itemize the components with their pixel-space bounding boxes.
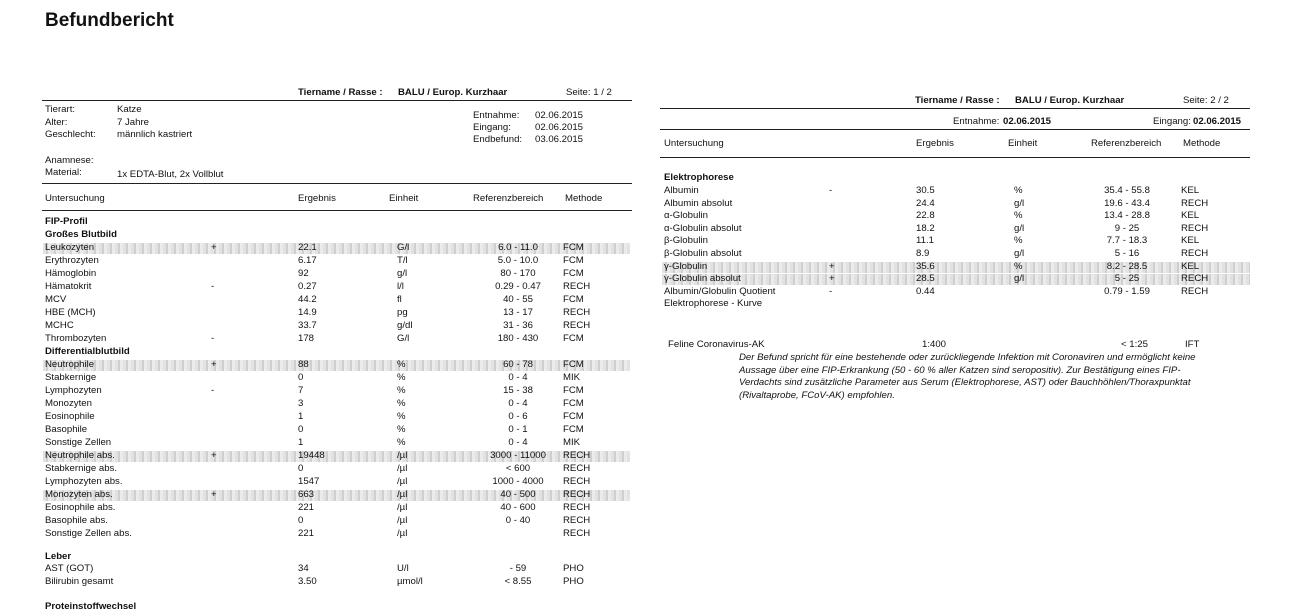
result-ref: 0 - 4 — [508, 398, 528, 409]
result-row — [0, 528, 1296, 541]
result-flag: - — [829, 285, 833, 297]
result-name: Monozyten abs. — [45, 489, 113, 500]
result-value: 0 — [298, 515, 304, 526]
right-eingang-label: Eingang: — [1153, 116, 1191, 127]
result-value: 3 — [298, 398, 304, 409]
result-method: FCM — [563, 294, 584, 305]
result-name: HBE (MCH) — [45, 307, 96, 318]
result-unit: g/dl — [397, 320, 413, 331]
result-unit: g/l — [1014, 222, 1025, 234]
result-value: 0 — [298, 424, 304, 435]
corona-row — [0, 339, 1296, 352]
result-method: RECH — [1181, 248, 1209, 259]
result-method: KEL — [1181, 210, 1200, 222]
result-value: 221 — [298, 502, 315, 513]
result-value: 35.6 — [916, 260, 935, 272]
result-ref: 7.7 - 18.3 — [1106, 235, 1148, 247]
result-name: Albumin — [664, 185, 699, 196]
result-unit: /µl — [397, 463, 408, 474]
result-name: Lymphozyten abs. — [45, 476, 123, 487]
result-value: 663 — [298, 489, 315, 500]
result-name: Basophile abs. — [45, 515, 108, 526]
result-unit: /µl — [397, 528, 408, 539]
result-unit: /µl — [397, 515, 408, 526]
result-flag: - — [211, 281, 215, 292]
result-method: RECH — [563, 476, 591, 487]
page-title: Befundbericht — [45, 10, 174, 31]
result-method: FCM — [563, 255, 584, 266]
result-ref: 5.0 - 10.0 — [497, 255, 539, 266]
result-ref: 0 - 1 — [508, 424, 528, 435]
result-unit: G/l — [397, 333, 410, 344]
result-unit: g/l — [1014, 248, 1025, 259]
corona-ref: < 1:25 — [1121, 339, 1148, 350]
result-unit: % — [1014, 235, 1023, 247]
patient-info-value: Katze — [117, 104, 142, 115]
result-value: 44.2 — [298, 294, 317, 305]
column-header: Ergebnis — [298, 193, 336, 204]
result-ref: 40 - 600 — [500, 502, 536, 513]
result-flag: + — [211, 450, 217, 461]
result-name: α-Globulin absolut — [664, 222, 742, 234]
result-name: Eosinophile — [45, 411, 95, 422]
column-header: Referenzbereich — [1091, 138, 1162, 149]
result-row — [0, 286, 1296, 299]
result-value: 34 — [298, 563, 309, 574]
result-value: 1547 — [298, 476, 320, 487]
result-value: 1 — [298, 411, 304, 422]
result-flag: + — [829, 273, 835, 285]
result-unit: % — [1014, 260, 1023, 272]
result-ref: 31 - 36 — [503, 320, 533, 331]
result-ref: 13 - 17 — [503, 307, 533, 318]
result-name: Neutrophile abs. — [45, 450, 115, 461]
section-title: Leber — [45, 551, 72, 562]
result-ref: 35.4 - 55.8 — [1104, 185, 1150, 196]
result-name: Albumin absolut — [664, 197, 733, 209]
result-row — [0, 424, 1296, 437]
right-dates-rule — [660, 129, 1250, 130]
result-name: γ-Globulin — [664, 260, 708, 272]
result-unit: l/l — [397, 281, 404, 292]
result-name: MCHC — [45, 320, 74, 331]
column-header: Methode — [1183, 138, 1221, 149]
result-value: 14.9 — [298, 307, 317, 318]
result-method: FCM — [563, 398, 584, 409]
corona-name: Feline Coronavirus-AK — [668, 339, 765, 350]
result-ref: 0.79 - 1.59 — [1104, 285, 1150, 297]
result-row — [0, 502, 1296, 515]
sample-date-value: 02.06.2015 — [535, 122, 584, 134]
result-value: 22.1 — [298, 242, 317, 253]
result-unit: fl — [397, 294, 402, 305]
result-row — [0, 515, 1296, 528]
column-header: Methode — [565, 193, 603, 204]
electrophoresis-title: Elektrophorese — [664, 172, 734, 183]
result-method: FCM — [563, 385, 584, 396]
result-unit: /µl — [397, 450, 408, 461]
result-unit: /µl — [397, 476, 408, 487]
result-unit: U/l — [397, 563, 409, 574]
patient-info-value: 7 Jahre — [117, 116, 149, 128]
result-value: 7 — [298, 385, 304, 396]
result-value: 0 — [298, 372, 304, 383]
result-unit: g/l — [1014, 273, 1025, 285]
column-header: Untersuchung — [664, 138, 724, 149]
column-header: Ergebnis — [916, 138, 954, 149]
result-ref: < 600 — [505, 463, 531, 474]
result-name: Erythrozyten — [45, 255, 99, 266]
material-label: Material: — [45, 167, 82, 178]
result-unit: µmol/l — [397, 576, 423, 587]
result-ref: - 59 — [509, 563, 527, 574]
patient-info-value: männlich kastriert — [117, 129, 193, 140]
column-header: Referenzbereich — [473, 193, 544, 204]
result-method: PHO — [563, 576, 584, 587]
result-method: RECH — [563, 463, 591, 474]
result-unit: /µl — [397, 502, 408, 513]
result-value: 3.50 — [298, 576, 317, 587]
corona-interpretation-note: Der Befund spricht für eine bestehende oder zurückliegende Infektion mit Coronaviren und ermöglicht keine Aussage über eine FIP-Erkrankung (50 - 60 % aller Katzen sind seropositiv). Zur Bestätigung eines FIP-Verdachts sind zusätzliche Parameter aus Serum (Elektrophorese, AST) oder Bauchhöhlen/Thoraxpunktat (Rivaltaprobe, FCoV-AK) empfohlen. — [739, 352, 1196, 401]
right-header-rule — [660, 108, 1250, 109]
result-unit: % — [397, 411, 406, 422]
result-name: Basophile — [45, 424, 88, 435]
result-method: RECH — [1181, 197, 1209, 209]
result-ref: 5 - 25 — [1114, 273, 1140, 285]
sample-date-value: 03.06.2015 — [535, 134, 584, 146]
result-value: 11.1 — [916, 235, 934, 247]
result-ref: 60 - 78 — [503, 359, 533, 370]
result-row — [0, 210, 1296, 223]
result-name: Thrombozyten — [45, 333, 107, 344]
result-name: γ-Globulin absolut — [664, 273, 741, 285]
result-value: 30.5 — [916, 185, 935, 196]
column-header: Untersuchung — [45, 193, 105, 204]
result-name: Stabkernige abs. — [45, 463, 117, 474]
result-unit: % — [397, 437, 406, 448]
result-method: RECH — [563, 502, 591, 513]
result-ref: 1000 - 4000 — [492, 476, 544, 487]
result-value: 33.7 — [298, 320, 317, 331]
patient-info-label: Alter: — [45, 116, 68, 128]
result-row — [0, 235, 1296, 248]
result-ref: 0 - 40 — [505, 515, 531, 526]
result-unit: % — [397, 385, 406, 396]
result-row — [0, 411, 1296, 424]
result-value: 178 — [298, 333, 315, 344]
result-value: 1 — [298, 437, 304, 448]
result-name: Bilirubin gesamt — [45, 576, 114, 587]
result-ref: 8.2 - 28.5 — [1106, 260, 1148, 272]
result-method: FCM — [563, 333, 584, 344]
result-method: FCM — [563, 242, 584, 253]
result-row — [0, 463, 1296, 476]
result-row — [0, 563, 1296, 576]
result-ref: 0 - 4 — [508, 437, 528, 448]
result-name: β-Globulin — [664, 235, 708, 247]
sample-date-label: Eingang: — [473, 122, 511, 134]
result-row — [0, 320, 1296, 333]
result-method: RECH — [563, 320, 591, 331]
result-name: Neutrophile — [45, 359, 95, 370]
result-method: RECH — [563, 281, 591, 292]
result-value: 0.44 — [916, 285, 935, 297]
result-value: 18.2 — [916, 222, 935, 234]
right-entnahme-label: Entnahme: — [953, 116, 1000, 127]
patient-info-label: Tierart: — [45, 104, 76, 115]
result-value: 0.27 — [298, 281, 317, 292]
result-ref: 6.0 - 11.0 — [498, 242, 538, 253]
result-flag: - — [211, 333, 215, 344]
result-ref: 19.6 - 43.4 — [1104, 197, 1150, 209]
result-method: FCM — [563, 424, 584, 435]
result-name: Lymphozyten — [45, 385, 102, 396]
result-row — [0, 248, 1296, 261]
result-ref: 0 - 4 — [508, 372, 528, 383]
result-ref: 13.4 - 28.8 — [1104, 210, 1150, 222]
result-name: AST (GOT) — [45, 563, 94, 574]
result-row — [0, 185, 1296, 198]
result-flag: + — [829, 260, 835, 272]
result-flag: + — [211, 359, 217, 370]
result-ref: 5 - 16 — [1114, 248, 1140, 259]
corona-value: 1:400 — [922, 339, 947, 350]
result-method: RECH — [563, 489, 591, 500]
column-header: Einheit — [1008, 138, 1038, 149]
material-value: 1x EDTA-Blut, 2x Vollblut — [117, 169, 224, 180]
right-animal-name: BALU / Europ. Kurzhaar — [1015, 95, 1125, 106]
result-flag: + — [211, 489, 217, 500]
result-method: FCM — [563, 359, 584, 370]
result-method: FCM — [563, 268, 584, 279]
right-page-number: Seite: 2 / 2 — [1183, 95, 1229, 106]
result-unit: % — [1014, 210, 1023, 222]
result-name: Hämatokrit — [45, 281, 92, 292]
result-row — [0, 261, 1296, 274]
result-value: 0 — [298, 463, 304, 474]
result-unit: % — [397, 359, 406, 370]
result-unit: g/l — [1014, 197, 1025, 209]
result-value: 28.5 — [916, 273, 935, 285]
result-name: Monozyten — [45, 398, 92, 409]
result-name: Sonstige Zellen — [45, 437, 112, 448]
right-entnahme-value: 02.06.2015 — [1003, 116, 1052, 127]
sample-date-value: 02.06.2015 — [535, 110, 584, 121]
result-name: Leukozyten — [45, 242, 95, 253]
section-title: FIP-Profil — [45, 216, 88, 227]
result-ref: 0.29 - 0.47 — [495, 281, 541, 292]
result-method: RECH — [1181, 273, 1209, 285]
result-row — [0, 223, 1296, 236]
result-row — [0, 489, 1296, 502]
result-method: RECH — [563, 450, 591, 461]
result-method: MIK — [563, 437, 581, 448]
section-title: Großes Blutbild — [45, 229, 117, 240]
result-flag: - — [211, 385, 215, 396]
result-row — [0, 476, 1296, 489]
result-ref: 180 - 430 — [497, 333, 539, 344]
result-ref: < 8.55 — [504, 576, 532, 587]
left-page-number: Seite: 1 / 2 — [566, 87, 612, 98]
result-unit: % — [397, 372, 406, 383]
section-title: Proteinstoffwechsel — [45, 601, 137, 612]
result-ref: 9 - 25 — [1114, 222, 1140, 234]
result-name: MCV — [45, 294, 67, 305]
result-ref: 80 - 170 — [500, 268, 536, 279]
result-value: 8.9 — [916, 248, 930, 259]
result-name: Stabkernige — [45, 372, 97, 383]
left-header-rule — [42, 100, 632, 101]
result-unit: T/l — [397, 255, 408, 266]
right-eingang-value: 02.06.2015 — [1193, 116, 1242, 127]
anamnese-label: Anamnese: — [45, 155, 94, 166]
left-animal-label: Tiername / Rasse : — [298, 87, 383, 98]
result-name: Sonstige Zellen abs. — [45, 528, 132, 539]
result-method: KEL — [1181, 185, 1200, 196]
right-animal-label: Tiername / Rasse : — [915, 95, 1000, 106]
corona-method: IFT — [1185, 339, 1200, 350]
result-method: RECH — [1181, 222, 1209, 234]
result-name: α-Globulin — [664, 210, 708, 222]
result-row — [0, 437, 1296, 450]
result-value: 6.17 — [298, 255, 317, 266]
result-unit: g/l — [397, 268, 408, 279]
result-unit: % — [397, 398, 406, 409]
result-ref: 15 - 38 — [503, 385, 533, 396]
result-method: RECH — [563, 515, 591, 526]
result-unit: G/l — [397, 242, 410, 253]
result-method: FCM — [563, 411, 584, 422]
result-ref: 40 - 500 — [500, 489, 536, 500]
result-ref: 40 - 55 — [503, 294, 533, 305]
result-unit: % — [397, 424, 406, 435]
result-method: RECH — [563, 307, 591, 318]
result-unit: pg — [397, 307, 408, 318]
result-value: 221 — [298, 528, 315, 539]
result-row — [0, 450, 1296, 463]
result-row — [0, 198, 1296, 211]
column-header: Einheit — [389, 193, 419, 204]
result-name: Eosinophile abs. — [45, 502, 116, 513]
result-name: β-Globulin absolut — [664, 248, 742, 259]
result-method: PHO — [563, 563, 584, 574]
result-unit: /µl — [397, 489, 408, 500]
result-value: 19448 — [298, 450, 325, 461]
result-flag: - — [829, 185, 833, 196]
sample-date-label: Entnahme: — [473, 110, 520, 121]
result-flag: + — [211, 242, 217, 253]
result-row — [0, 576, 1296, 589]
section-title: Differentialblutbild — [45, 346, 130, 357]
result-name: Albumin/Globulin Quotient — [664, 285, 776, 297]
result-row — [0, 273, 1296, 286]
result-value: 24.4 — [916, 197, 935, 209]
result-method: KEL — [1181, 235, 1200, 247]
result-name: Elektrophorese - Kurve — [664, 298, 763, 310]
result-method: MIK — [563, 372, 581, 383]
result-name: Hämoglobin — [45, 268, 97, 279]
patient-info-label: Geschlecht: — [45, 129, 96, 140]
result-method: KEL — [1181, 260, 1200, 272]
result-value: 92 — [298, 268, 309, 279]
left-material-rule — [42, 183, 632, 184]
result-ref: 3000 - 11000 — [490, 450, 546, 461]
result-ref: 0 - 6 — [508, 411, 528, 422]
sample-date-label: Endbefund: — [473, 134, 523, 146]
result-row — [0, 298, 1296, 311]
right-columns-rule — [660, 157, 1250, 158]
result-value: 88 — [298, 359, 309, 370]
result-method: RECH — [1181, 285, 1209, 297]
result-value: 22.8 — [916, 210, 935, 222]
result-method: RECH — [563, 528, 591, 539]
left-animal-name: BALU / Europ. Kurzhaar — [398, 87, 508, 98]
result-unit: % — [1014, 185, 1023, 196]
